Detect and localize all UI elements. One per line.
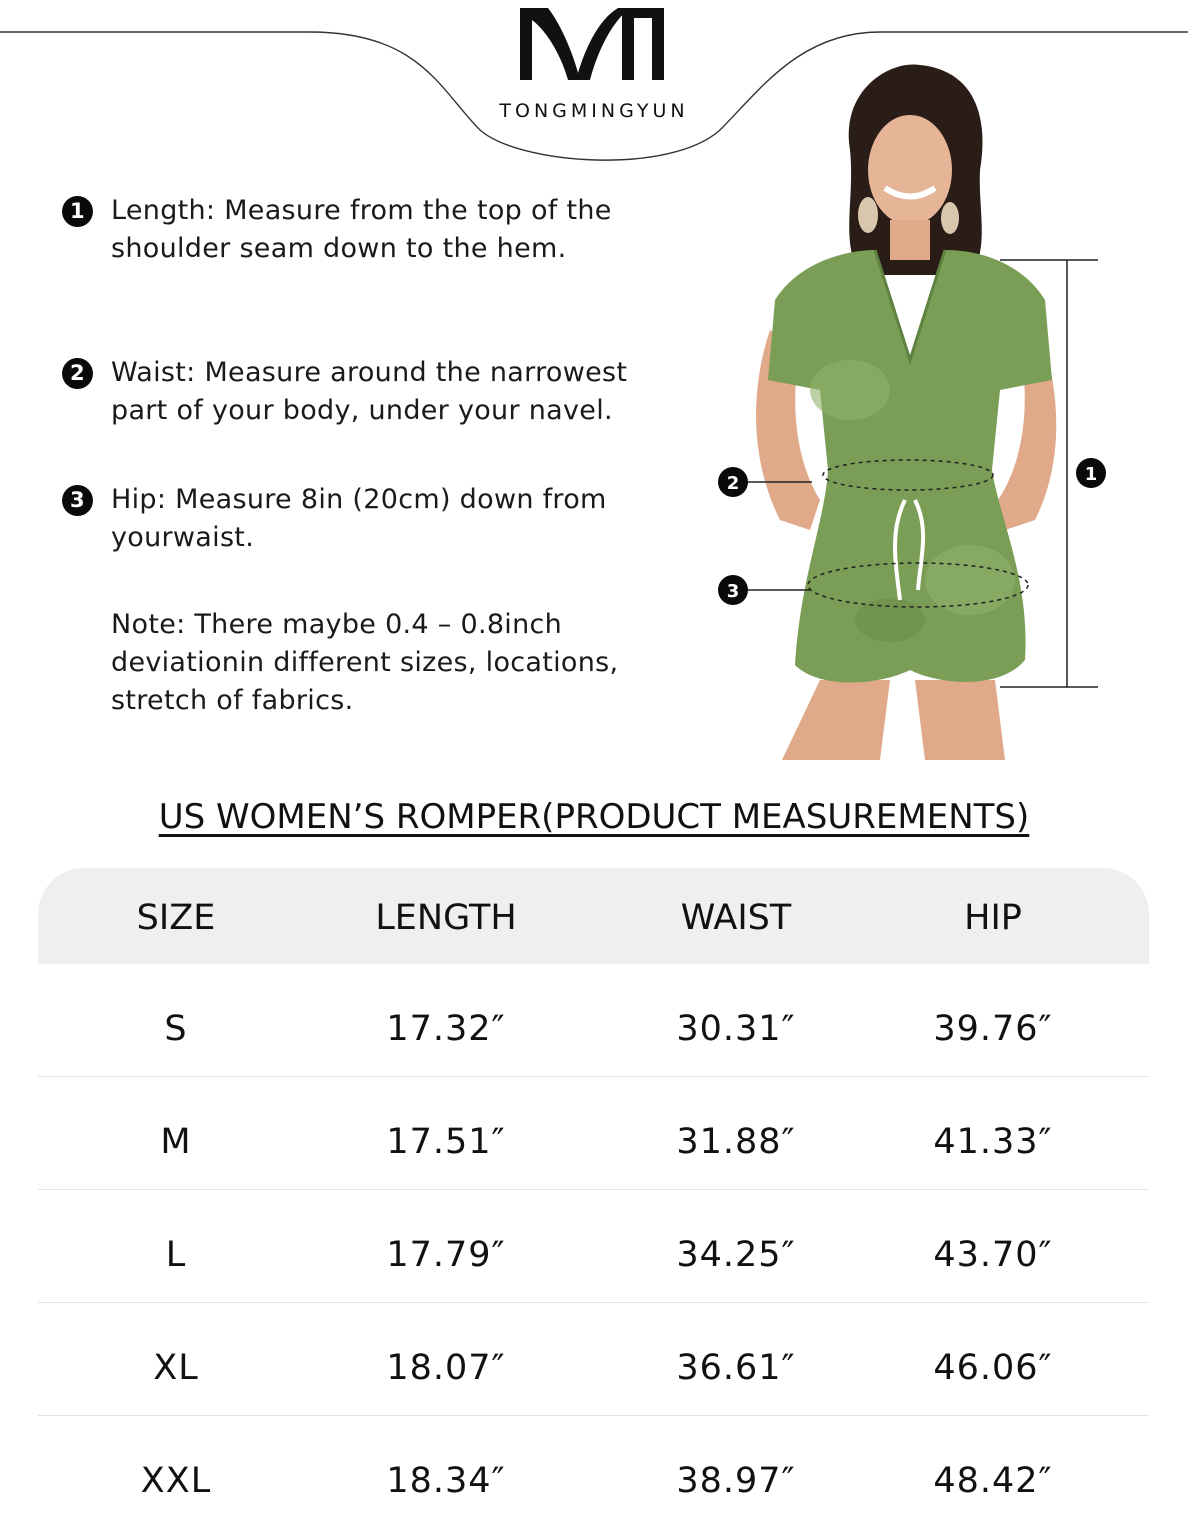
- cell-size: XXL: [140, 1461, 212, 1501]
- figure-marker-1-icon: [1076, 458, 1106, 488]
- cell-hip: 43.70″: [933, 1235, 1053, 1275]
- brand-logo: [518, 6, 668, 82]
- cell-waist: 31.88″: [676, 1122, 796, 1162]
- table-row: [38, 1303, 1149, 1416]
- cell-waist: 36.61″: [676, 1348, 796, 1388]
- header-length: LENGTH: [375, 898, 517, 938]
- table-row: [38, 1190, 1149, 1303]
- cell-hip: 46.06″: [933, 1348, 1053, 1388]
- table-title: US WOMEN’S ROMPER(PRODUCT MEASUREMENTS): [158, 797, 1030, 837]
- cell-size: S: [164, 1009, 188, 1049]
- deviation-note: Note: There maybe 0.4 – 0.8inch deviationin different sizes, locations, stretch of fabrics.: [111, 609, 619, 716]
- instruction-waist-text: Waist: Measure around the narrowest part of your body, under your navel.: [111, 357, 628, 426]
- size-chart-table: [38, 868, 1149, 1528]
- table-row: [38, 1077, 1149, 1190]
- instruction-hip: [62, 481, 622, 557]
- table-row: [38, 964, 1149, 1077]
- figure-marker-2-icon: [718, 467, 748, 497]
- figure-marker-3-label: 3: [726, 581, 740, 602]
- cell-length: 17.32″: [386, 1009, 506, 1049]
- cell-size: L: [165, 1235, 187, 1275]
- instruction-waist: [62, 354, 682, 430]
- figure-marker-1-label: 1: [1084, 464, 1098, 485]
- cell-length: 17.79″: [386, 1235, 506, 1275]
- cell-length: 18.07″: [386, 1348, 506, 1388]
- cell-waist: 34.25″: [676, 1235, 796, 1275]
- cell-length: 18.34″: [386, 1461, 506, 1501]
- model-figure: [700, 60, 1120, 760]
- cell-size: M: [160, 1122, 192, 1162]
- header-hip: HIP: [964, 898, 1022, 938]
- marker-1-icon: 1: [62, 196, 93, 227]
- table-header: [38, 868, 1149, 964]
- figure-marker-3-icon: [718, 575, 748, 605]
- cell-waist: 38.97″: [676, 1461, 796, 1501]
- header-waist: WAIST: [680, 898, 792, 938]
- table-row: [38, 1416, 1149, 1528]
- marker-2-icon: 2: [62, 358, 93, 389]
- marker-3-icon: 3: [62, 485, 93, 516]
- header-size: SIZE: [136, 898, 216, 938]
- cell-waist: 30.31″: [676, 1009, 796, 1049]
- brand-name: TONGMINGYUN: [499, 100, 689, 122]
- figure-marker-2-label: 2: [726, 473, 740, 494]
- cell-hip: 39.76″: [933, 1009, 1053, 1049]
- cell-hip: 48.42″: [933, 1461, 1053, 1501]
- cell-hip: 41.33″: [933, 1122, 1053, 1162]
- cell-size: XL: [153, 1348, 199, 1388]
- instruction-length-text: Length: Measure from the top of the shoulder seam down to the hem.: [111, 195, 612, 264]
- instruction-length: [62, 192, 622, 268]
- instruction-hip-text: Hip: Measure 8in (20cm) down from yourwaist.: [111, 484, 607, 553]
- cell-length: 17.51″: [386, 1122, 506, 1162]
